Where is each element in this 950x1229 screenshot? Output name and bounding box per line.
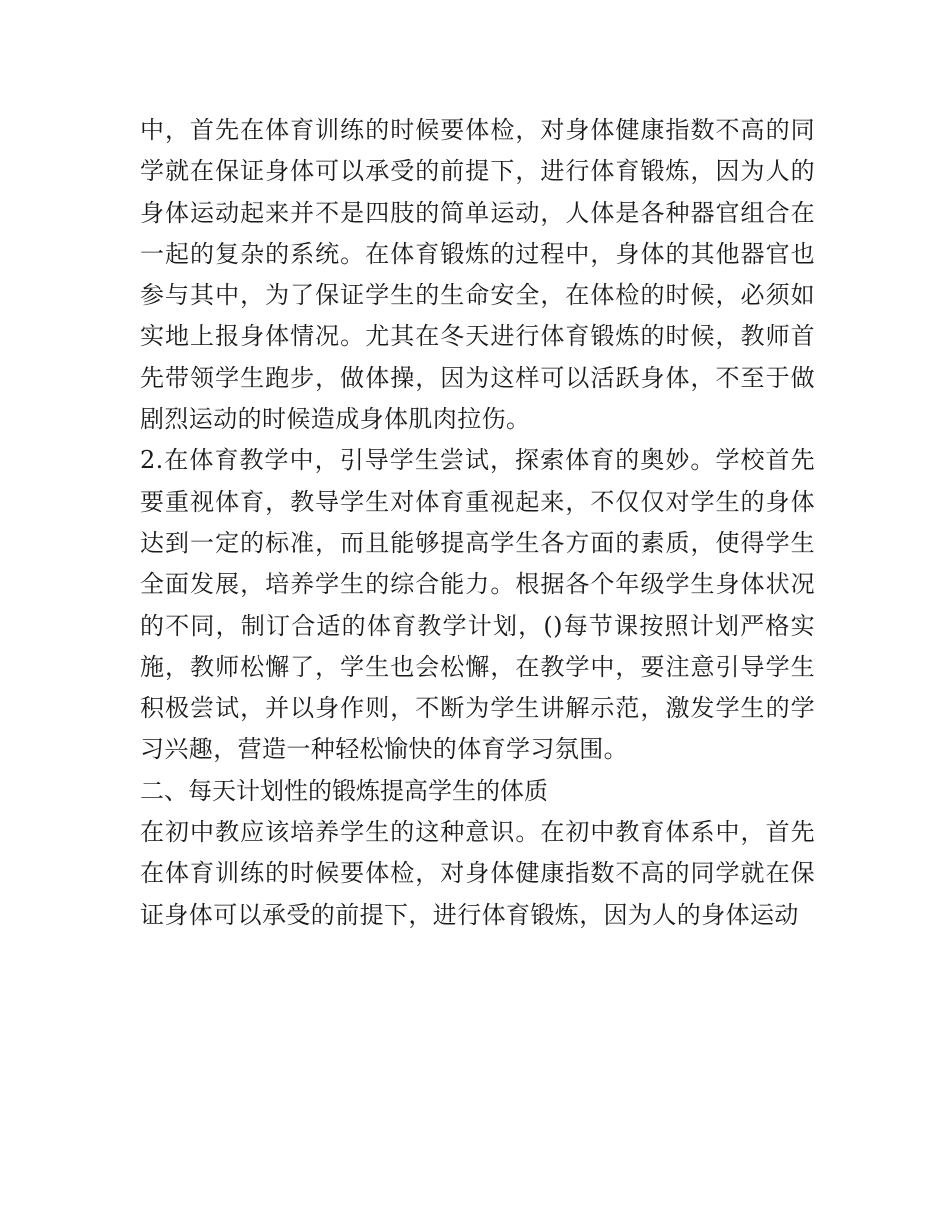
- paragraph-3: 在初中教应该培养学生的这种意识。在初中教育体系中，首先在体育训练的时候要体检，对身体健康指数不高的同学就在保证身体可以承受的前提下，进行体育锻炼，因为人的身体运动: [140, 818, 815, 929]
- section-heading: 二、每天计划性的锻炼提高学生的体质: [140, 776, 548, 805]
- document-page: [140, 110, 815, 936]
- paragraph-1: 中，首先在体育训练的时候要体检，对身体健康指数不高的同学就在保证身体可以承受的前提下，进行体育锻炼，因为人的身体运动起来并不是四肢的简单运动，人体是各种器官组合在一起的复杂的系统。在体育锻炼的过程中，身体的其他器官也参与其中，为了保证学生的生命安全，在体检的时候，必须如实地上报身体情况。尤其在冬天进行体育锻炼的时候，教师首先带领学生跑步，做体操，因为这样可以活跃身体，不至于做剧烈运动的时候造成身体肌肉拉伤。: [140, 116, 815, 434]
- paragraph-2: 2.在体育教学中，引导学生尝试，探索体育的奥妙。学校首先要重视体育，教导学生对体育重视起来，不仅仅对学生的身体达到一定的标准，而且能够提高学生各方面的素质，使得学生全面发展，培养学生的综合能力。根据各个年级学生身体状况的不同，制订合适的体育教学计划，()每节课按照计划严格实施，教师松懈了，学生也会松懈，在教学中，要注意引导学生积极尝试，并以身作则，不断为学生讲解示范，激发学生的学习兴趣，营造一种轻松愉快的体育学习氛围。: [140, 446, 815, 764]
